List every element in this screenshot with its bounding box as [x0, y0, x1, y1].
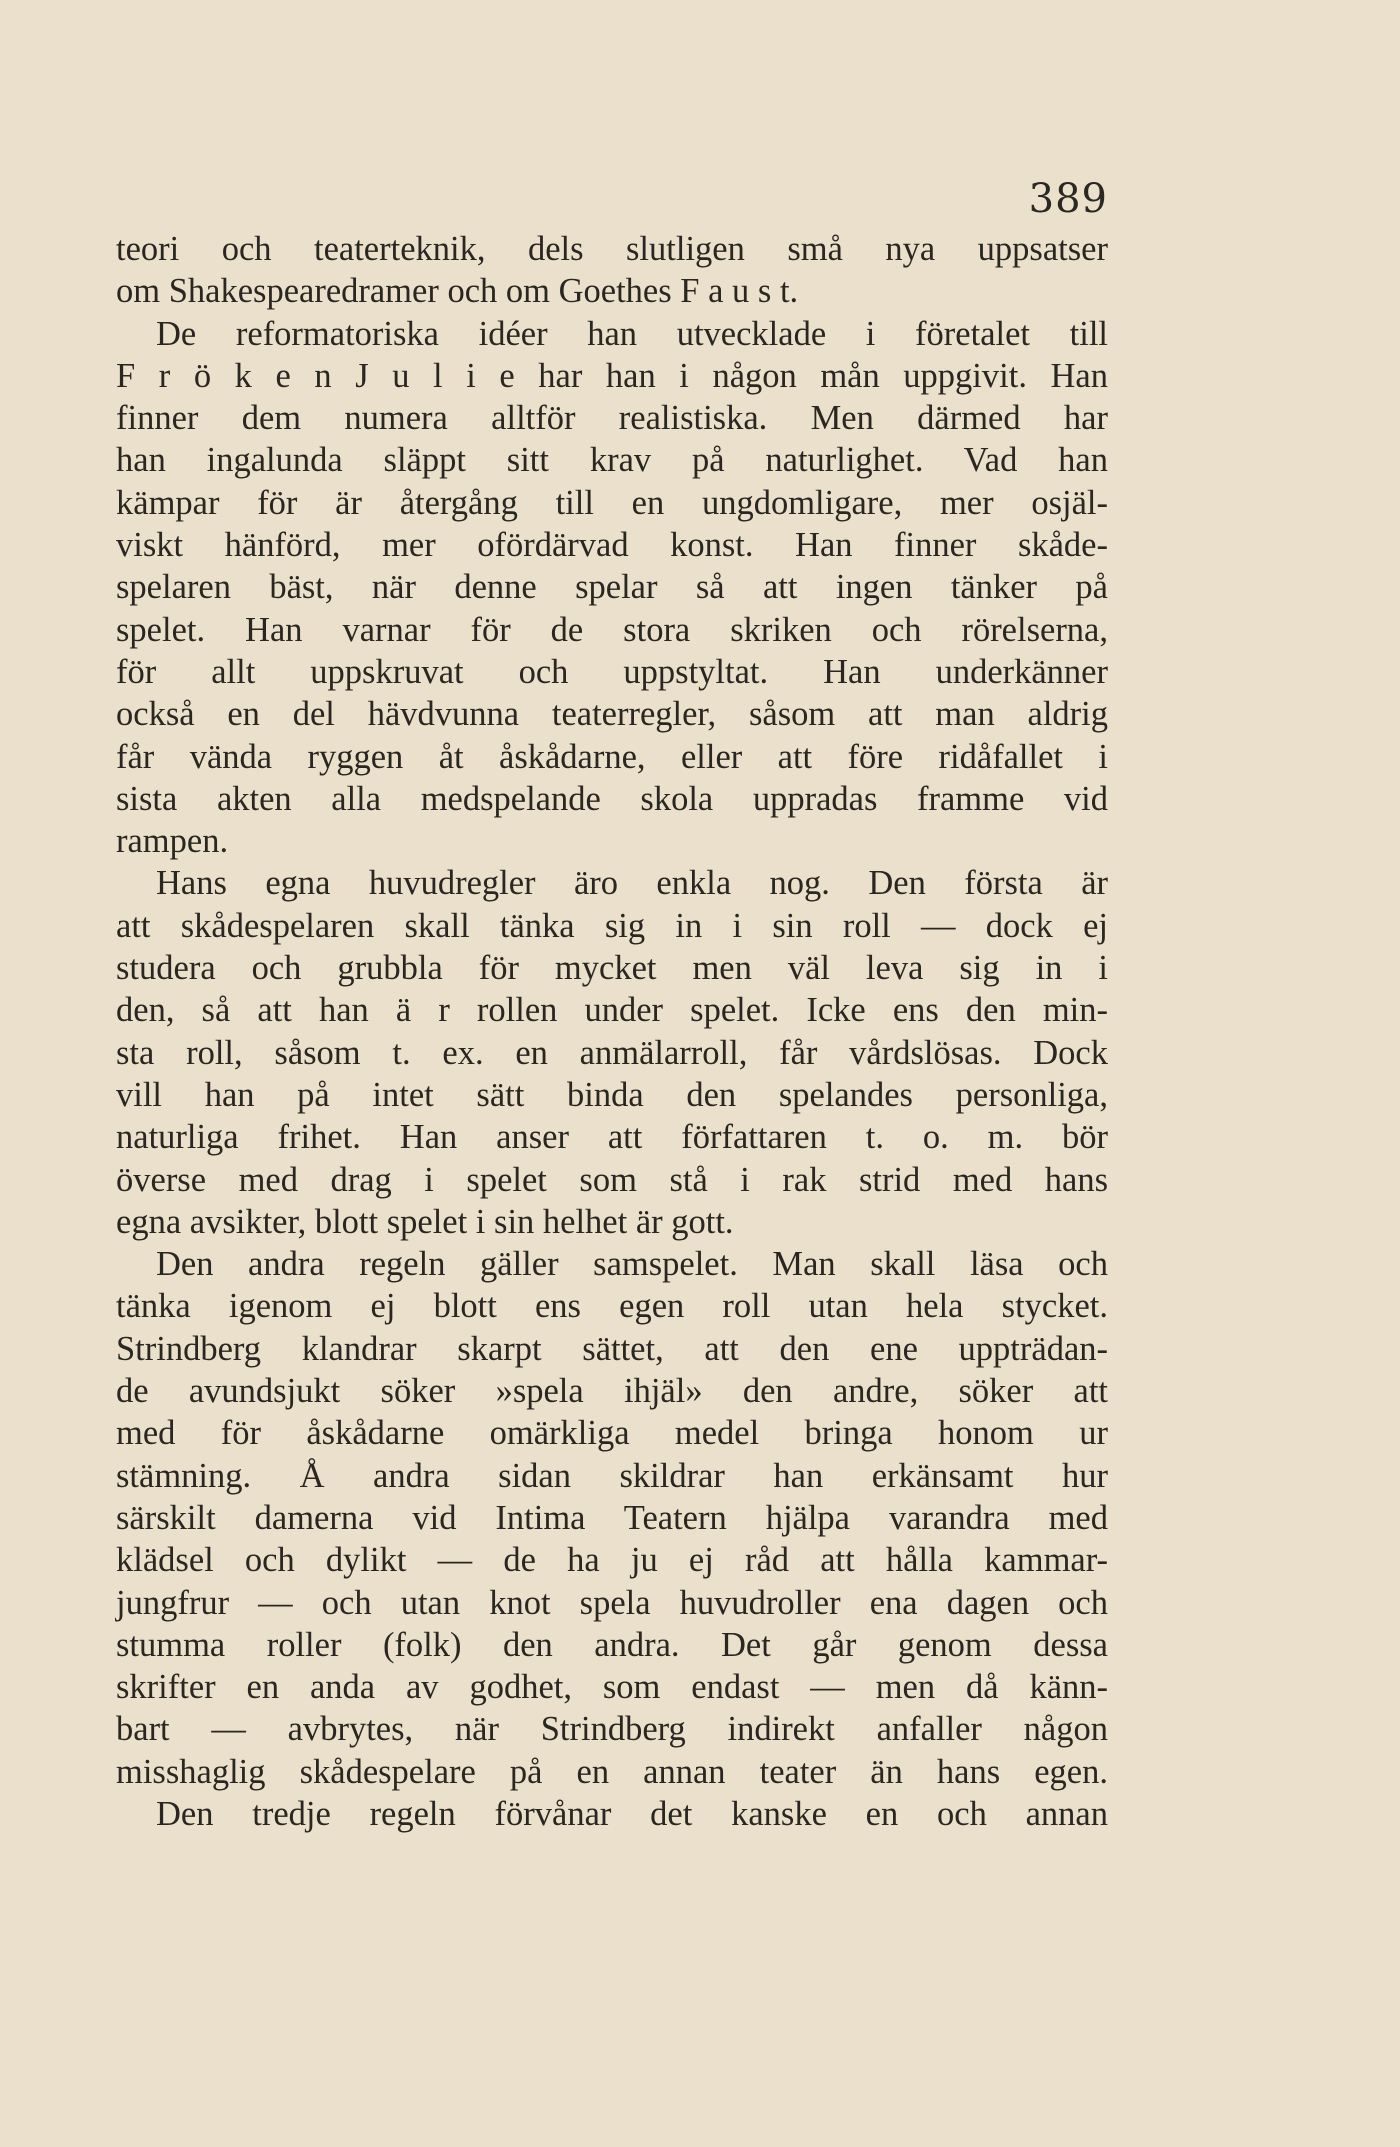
text-line: de avundsjukt söker »spela ihjäl» den andre, söker att [116, 1372, 1108, 1411]
text-line: får vända ryggen åt åskådarne, eller att före ridåfallet i [116, 737, 1108, 776]
text-line: Den tredje regeln förvånar det kanske en och annan [156, 1794, 1108, 1833]
text-line: Den andra regeln gäller samspelet. Man skall läsa och [156, 1245, 1108, 1284]
text-line: viskt hänförd, mer ofördärvad konst. Han finner skåde- [116, 526, 1108, 565]
text-line: teori och teaterteknik, dels slutligen små nya uppsatser [116, 230, 1108, 268]
text-line: med för åskådarne omärkliga medel bringa honom ur [116, 1414, 1108, 1453]
text-line: skrifter en anda av godhet, som endast — men då känn- [116, 1668, 1108, 1707]
text-line: tänka igenom ej blott ens egen roll utan hela stycket. [116, 1287, 1108, 1326]
text-line: han ingalunda släppt sitt krav på naturlighet. Vad han [116, 441, 1108, 480]
text-line: naturliga frihet. Han anser att författaren t. o. m. bör [116, 1118, 1108, 1157]
text-line: bart — avbrytes, när Strindberg indirekt anfaller någon [116, 1710, 1108, 1749]
text-line: Hans egna huvudregler äro enkla nog. Den första är [156, 864, 1108, 903]
text-line: stämning. Å andra sidan skildrar han erkänsamt hur [116, 1456, 1108, 1495]
text-line: vill han på intet sätt binda den spelandes personliga, [116, 1075, 1108, 1114]
text-line: Strindberg klandrar skarpt sättet, att den ene uppträdan- [116, 1329, 1108, 1368]
body-text [116, 228, 1108, 1835]
text-line: rampen. [116, 822, 229, 861]
text-line: för allt uppskruvat och uppstyltat. Han underkänner [116, 652, 1108, 691]
text-line: den, så att han ä r rollen under spelet. Icke ens den min- [116, 991, 1108, 1030]
text-line: att skådespelaren skall tänka sig in i sin roll — dock ej [116, 906, 1108, 945]
text-line: egna avsikter, blott spelet i sin helhet är gott. [116, 1202, 734, 1241]
text-line: studera och grubbla för mycket men väl leva sig in i [116, 949, 1108, 988]
text-line: stumma roller (folk) den andra. Det går genom dessa [116, 1625, 1108, 1664]
text-line: om Shakespearedramer och om Goethes F a u s t. [116, 272, 799, 311]
text-line: sista akten alla medspelande skola uppradas framme vid [116, 779, 1108, 818]
text-line: klädsel och dylikt — de ha ju ej råd att hålla kammar- [116, 1541, 1108, 1580]
text-line: finner dem numera alltför realistiska. Men därmed har [116, 399, 1108, 438]
text-line: spelaren bäst, när denne spelar så att ingen tänker på [116, 568, 1108, 607]
text-line: också en del hävdvunna teaterregler, såsom att man aldrig [116, 695, 1108, 734]
text-line: sta roll, såsom t. ex. en anmälarroll, får vårdslösas. Dock [116, 1033, 1108, 1072]
text-line: överse med drag i spelet som stå i rak strid med hans [116, 1160, 1108, 1199]
text-line: särskilt damerna vid Intima Teatern hjälpa varandra med [116, 1498, 1108, 1537]
text-line: De reformatoriska idéer han utvecklade i företalet till [156, 314, 1108, 353]
text-line: spelet. Han varnar för de stora skriken och rörelserna, [116, 610, 1108, 649]
text-line: jungfrur — och utan knot spela huvudroller ena dagen och [116, 1583, 1108, 1622]
page-number: 389 [1028, 176, 1108, 222]
text-line: F r ö k e n J u l i e har han i någon mån uppgivit. Han [116, 356, 1108, 395]
text-line: misshaglig skådespelare på en annan teater än hans egen. [116, 1752, 1108, 1791]
text-line: kämpar för är återgång till en ungdomligare, mer osjäl- [116, 483, 1108, 522]
